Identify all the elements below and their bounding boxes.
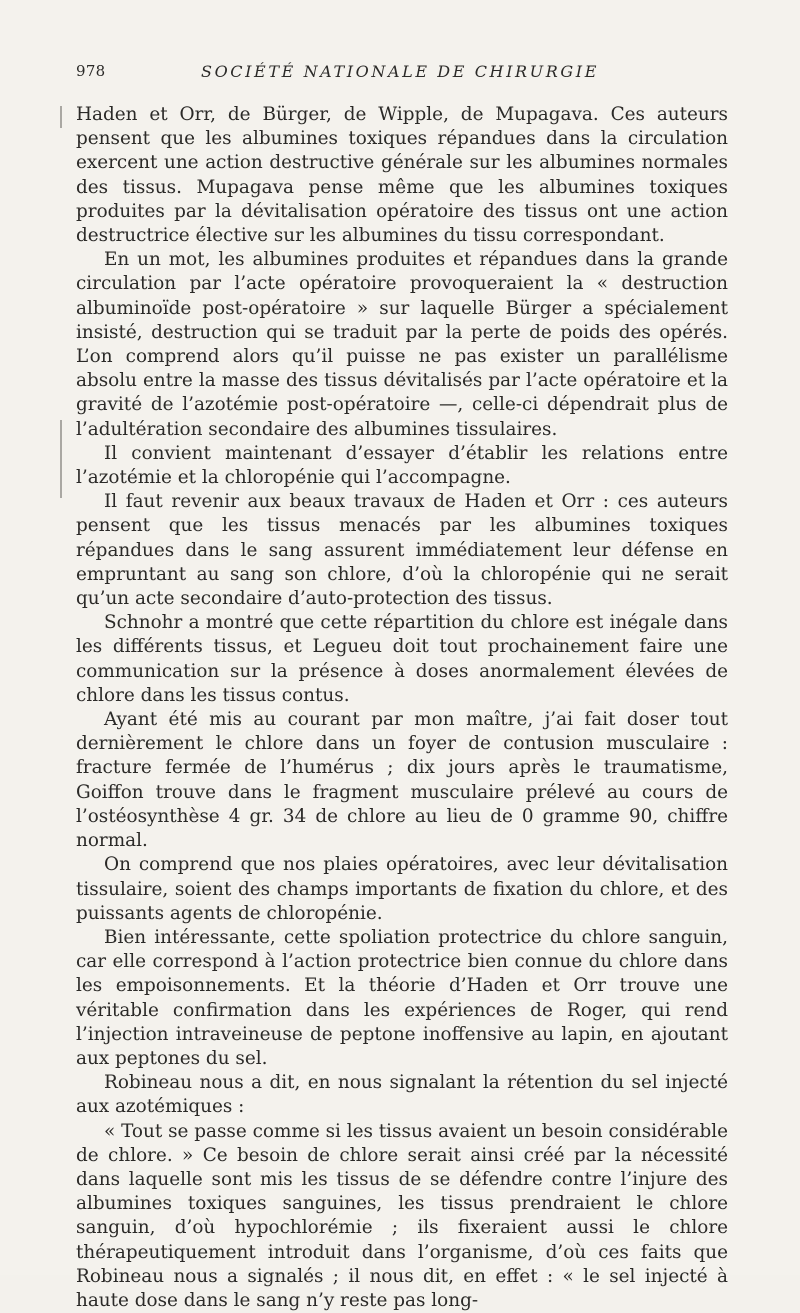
page-number: 978 xyxy=(76,62,106,80)
paragraph: Bien intéressante, cette spoliation protectrice du chlore sanguin, car elle correspond à l’action protectrice bien connue du chlore dans les empoisonnements. Et la théorie d’Haden et Orr trouve une véritable confirmation dans les expériences de Roger, qui rend l’injection intraveineuse de peptone inoffensive au lapin, en ajoutant aux peptones du sel. xyxy=(76,926,728,1069)
paragraph: Ayant été mis au courant par mon maître, j’ai fait doser tout dernièrement le chlore dans un foyer de contusion musculaire : fracture fermée de l’humérus ; dix jours après le traumatisme, Goiffon trouve dans le fragment musculaire prélevé au cours de l’ostéosynthèse 4 gr. 34 de chlore au lieu de 0 gramme 90, chiffre normal. xyxy=(76,709,728,852)
paragraph: Robineau nous a dit, en nous signalant la rétention du sel injecté aux azotémiques : xyxy=(76,1072,728,1118)
page-header xyxy=(76,62,724,86)
paragraph: « Tout se passe comme si les tissus avaient un besoin considérable de chlore. » Ce besoin de chlore serait ainsi créé par la nécessité dans laquelle sont mis les tissus de se défendre contre l’injure des albumines toxiques sanguines, les tissus prendraient le chlore sanguin, d’où hypochlorémie ; ils fixeraient aussi le chlore thérapeutiquement introduit dans l’organisme, d’où ces faits que Robineau nous a signalés ; il nous dit, en effet : « le sel injecté à haute dose dans le sang n’y reste pas long- xyxy=(76,1120,728,1311)
paragraph: En un mot, les albumines produites et répandues dans la grande circulation par l’acte opératoire provoqueraient la « destruction albuminoïde post-opératoire » sur laquelle Bürger a spécialement insisté, destruction qui se traduit par la perte de poids des opérés. L’on comprend alors qu’il puisse ne pas exister un parallélisme absolu entre la masse des tissus dévitalisés par l’acte opératoire et la gravité de l’azotémie post-opératoire —, celle-ci dépendrait plus de l’adultération secondaire des albumines tissulaires. xyxy=(76,249,728,440)
margin-mark xyxy=(60,420,62,468)
running-title: SOCIÉTÉ NATIONALE DE CHIRURGIE xyxy=(201,62,599,81)
body-text xyxy=(76,103,728,1313)
paragraph: Haden et Orr, de Bürger, de Wipple, de Mupagava. Ces auteurs pensent que les albumines toxiques répandues dans la circulation exercent une action destructive générale sur les albumines normales des tissus. Mupagava pense même que les albumines toxiques produites par la dévitalisation opératoire des tissus ont une action destructrice élective sur les albumines du tissu correspondant. xyxy=(76,104,728,247)
paragraph: Schnohr a montré que cette répartition du chlore est inégale dans les différents tissus, et Legueu doit tout prochainement faire une communication sur la présence à doses anormalement élevées de chlore dans les tissus contus. xyxy=(76,612,728,706)
paragraph: Il convient maintenant d’essayer d’établir les relations entre l’azotémie et la chloropénie qui l’accompagne. xyxy=(76,442,728,489)
paragraph: On comprend que nos plaies opératoires, avec leur dévitalisation tissulaire, soient des champs importants de fixation du chlore, et des puissants agents de chloropénie. xyxy=(76,854,728,924)
margin-mark xyxy=(60,468,62,498)
margin-mark xyxy=(60,106,62,128)
paragraph: Il faut revenir aux beaux travaux de Haden et Orr : ces auteurs pensent que les tissus menacés par les albumines toxiques répandues dans le sang assurent immédiatement leur défense en empruntant au sang son chlore, d’où la chloropénie qui ne serait qu’un acte secondaire d’auto-protection des tissus. xyxy=(76,491,728,610)
